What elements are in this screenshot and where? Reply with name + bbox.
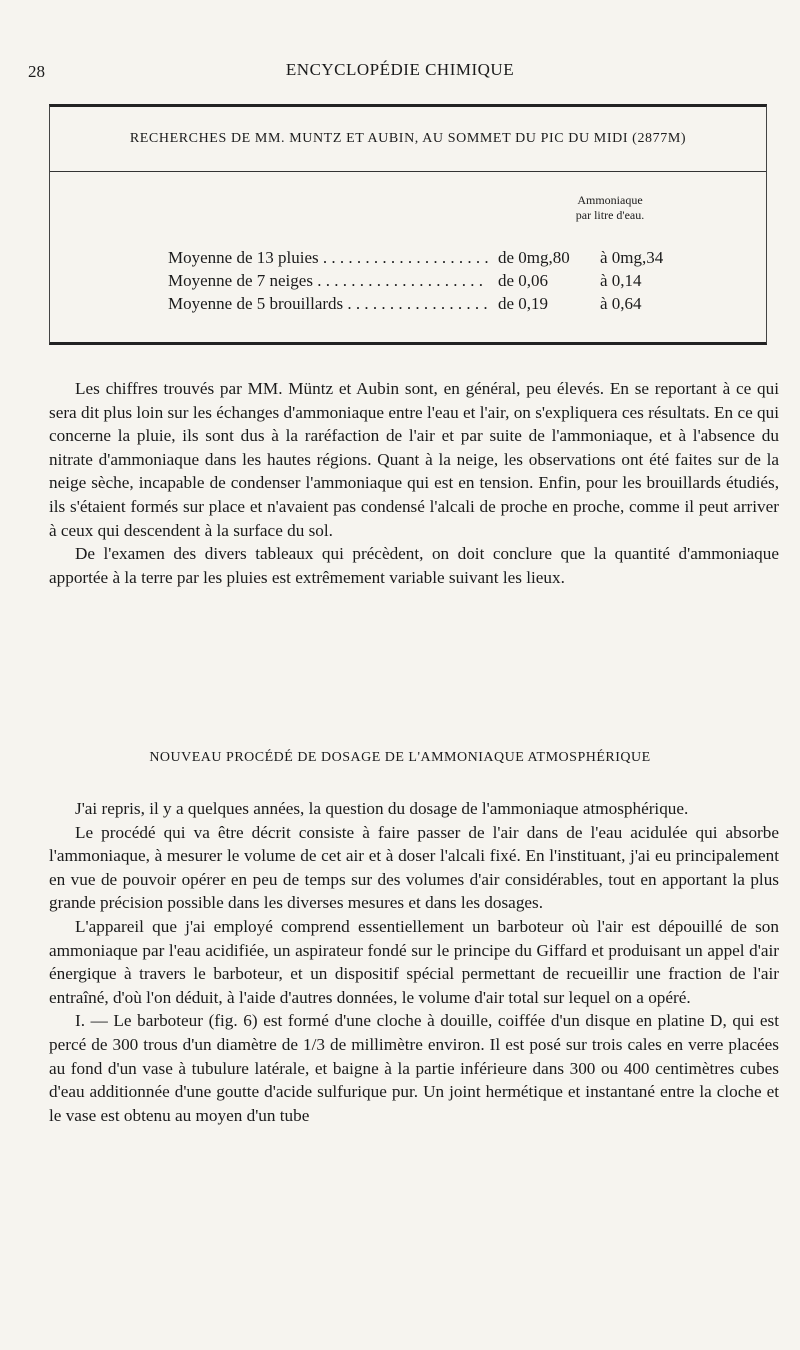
table-row	[168, 247, 728, 269]
row-value-from: de 0,19	[498, 294, 549, 313]
row-value-to: à 0,14	[600, 271, 642, 290]
table-title: RECHERCHES DE MM. MUNTZ ET AUBIN, AU SOMMET DU PIC DU MIDI (2877M)	[129, 131, 687, 146]
running-title: ENCYCLOPÉDIE CHIMIQUE	[285, 60, 515, 79]
row-value-to: à 0mg,34	[600, 248, 664, 267]
row-value-from: de 0,06	[498, 271, 549, 290]
column-header-line2: par litre d'eau.	[575, 208, 645, 222]
paragraph: I. — Le barboteur (fig. 6) est formé d'une cloche à douille, coiffée d'un disque en platine D, qui est percé de 300 trous d'un diamètre de 1/3 de millimètre environ. Il est posé sur trois cales en verre placées au fond d'un vase à tubulure latérale, et baigne à la partie inférieure dans 300 ou 400 centimètres cubes d'eau additionnée d'une goutte d'acide sulfurique pur. Un joint hermétique et instantané entre la cloche et le vase est obtenu au moyen d'un tube	[49, 1011, 779, 1125]
column-header-line1: Ammoniaque	[577, 193, 643, 207]
row-value-from: de 0mg,80	[498, 248, 570, 267]
section-title: NOUVEAU PROCÉDÉ DE DOSAGE DE L'AMMONIAQUE ATMOSPHÉRIQUE	[149, 750, 651, 765]
paragraph: Le procédé qui va être décrit consiste à faire passer de l'air dans de l'eau acidulée qui absorbe l'ammoniaque, à mesurer le volume de cet air et à doser l'alcali fixé. En l'instituant, j'ai eu principalement en vue de pouvoir opérer en peu de temps sur des volumes d'air considérables, tout en apportant la plus grande précision possible dans les diverses mesures et dans les dosages.	[49, 822, 779, 913]
paragraph: L'appareil que j'ai employé comprend essentiellement un barboteur où l'air est dépouillé de son ammoniaque par l'eau acidifiée, un aspirateur fondé sur le principe du Giffard et produisant un appel d'air énergique à travers le barboteur, et un dispositif spécial permettant de recueillir une fraction de l'air entraîné, d'où l'on déduit, à l'aide d'autres données, le volume d'air total sur lequel on a opéré.	[49, 916, 779, 1007]
paragraph: Les chiffres trouvés par MM. Müntz et Aubin sont, en général, peu élevés. En se reportant à ce qui sera dit plus loin sur les échanges d'ammoniaque entre l'eau et l'air, on s'expliquera ces résultats. En ce qui concerne la pluie, ils sont dus à la raréfaction de l'air et par suite de l'ammoniaque, et à l'absence du nitrate d'ammoniaque dans les hautes régions. Quant à la neige, les observations ont été faites sur de la neige sèche, incapable de condenser l'ammoniaque qui est en tension. Enfin, pour les brouillards étudiés, ils s'étaient formés sur place et n'avaient pas condensé l'alcali de proche en proche, comme il peut arriver à ceux qui descendent à la surface du sol.	[49, 379, 779, 540]
row-value-to: à 0,64	[600, 294, 642, 313]
body-text-bottom	[49, 797, 779, 1127]
data-table	[49, 104, 767, 345]
row-label: Moyenne de 5 brouillards . . .	[168, 293, 488, 315]
row-label: Moyenne de 7 neiges . . .	[168, 270, 488, 292]
table-row	[168, 293, 728, 315]
table-row	[168, 270, 728, 292]
paragraph: De l'examen des divers tableaux qui précèdent, on doit conclure que la quantité d'ammoniaque apportée à la terre par les pluies est extrêmement variable suivant les lieux.	[49, 544, 779, 587]
column-header	[490, 193, 730, 223]
page-number: 28	[28, 62, 45, 81]
paragraph: J'ai repris, il y a quelques années, la question du dosage de l'ammoniaque atmosphérique.	[75, 799, 689, 818]
row-label: Moyenne de 13 pluies . . .	[168, 247, 488, 269]
table-divider	[50, 171, 766, 172]
body-text-top	[49, 377, 779, 589]
